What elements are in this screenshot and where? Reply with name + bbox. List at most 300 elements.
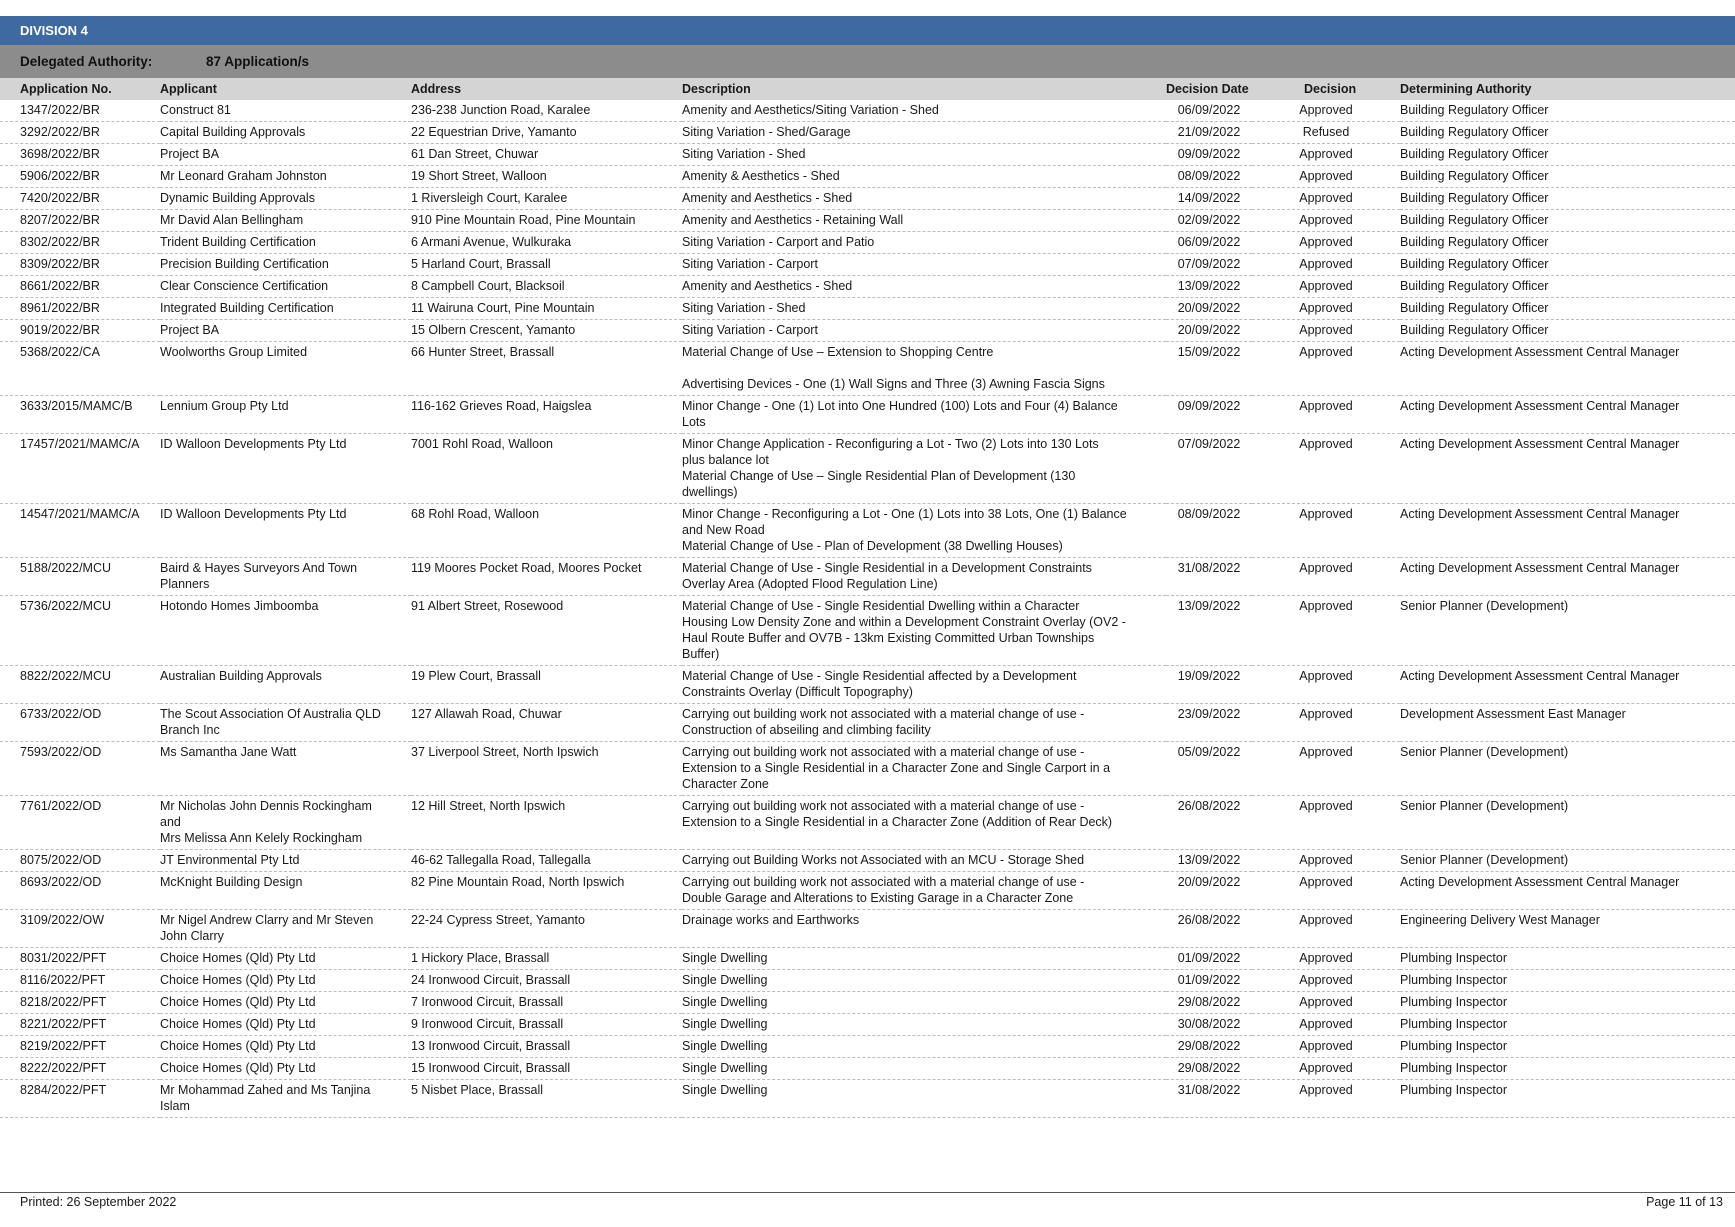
- decision-date: 26/08/2022: [1166, 796, 1252, 850]
- description-cell: [682, 210, 1166, 232]
- description-cell: [682, 232, 1166, 254]
- authority-label: Delegated Authority:: [20, 54, 153, 69]
- determining-authority: Development Assessment East Manager: [1400, 704, 1735, 742]
- application-number: 8116/2022/PFT: [0, 970, 160, 992]
- applicant-cell: [160, 1080, 411, 1118]
- applicant-cell: [160, 558, 411, 596]
- decision-status: Approved: [1252, 254, 1400, 276]
- decision-status: Approved: [1252, 970, 1400, 992]
- decision-status: Approved: [1252, 276, 1400, 298]
- determining-authority: Building Regulatory Officer: [1400, 320, 1735, 342]
- description-line: Single Dwelling: [682, 1083, 768, 1097]
- address-cell: 11 Wairuna Court, Pine Mountain: [411, 298, 682, 320]
- decision-status: Approved: [1252, 666, 1400, 704]
- address-cell: 15 Ironwood Circuit, Brassall: [411, 1058, 682, 1080]
- description-cell: [682, 396, 1166, 434]
- description-cell: [682, 1058, 1166, 1080]
- determining-authority: Building Regulatory Officer: [1400, 100, 1735, 122]
- decision-date: 13/09/2022: [1166, 276, 1252, 298]
- table-row: [0, 596, 1735, 666]
- application-number: 3292/2022/BR: [0, 122, 160, 144]
- description-line: plus balance lot: [682, 453, 769, 467]
- decision-status: Approved: [1252, 320, 1400, 342]
- applicant-line: ID Walloon Developments Pty Ltd: [160, 507, 347, 521]
- applicant-cell: [160, 970, 411, 992]
- decision-date: 14/09/2022: [1166, 188, 1252, 210]
- address-cell: 9 Ironwood Circuit, Brassall: [411, 1014, 682, 1036]
- determining-authority: Acting Development Assessment Central Manager: [1400, 396, 1735, 434]
- application-number: 8693/2022/OD: [0, 872, 160, 910]
- decision-status: Approved: [1252, 1036, 1400, 1058]
- table-row: [0, 1058, 1735, 1080]
- applicant-cell: [160, 742, 411, 796]
- applicant-line: John Clarry: [160, 929, 224, 943]
- table-row: [0, 188, 1735, 210]
- application-number: 8222/2022/PFT: [0, 1058, 160, 1080]
- applicant-cell: [160, 166, 411, 188]
- determining-authority: Engineering Delivery West Manager: [1400, 910, 1735, 948]
- determining-authority: Building Regulatory Officer: [1400, 298, 1735, 320]
- decision-status: Approved: [1252, 1058, 1400, 1080]
- application-number: 8302/2022/BR: [0, 232, 160, 254]
- determining-authority: Building Regulatory Officer: [1400, 188, 1735, 210]
- description-line: Material Change of Use - Single Residential in a Development Constraints: [682, 561, 1092, 575]
- applicant-line: Mr Leonard Graham Johnston: [160, 169, 327, 183]
- decision-date: 23/09/2022: [1166, 704, 1252, 742]
- address-cell: 1 Hickory Place, Brassall: [411, 948, 682, 970]
- address-cell: 13 Ironwood Circuit, Brassall: [411, 1036, 682, 1058]
- applicant-line: Choice Homes (Qld) Pty Ltd: [160, 951, 316, 965]
- applicant-cell: [160, 872, 411, 910]
- description-cell: [682, 166, 1166, 188]
- description-line: Housing Low Density Zone and within a Development Constraint Overlay (OV2 -: [682, 615, 1126, 629]
- applicant-cell: [160, 144, 411, 166]
- description-line: Amenity and Aesthetics - Shed: [682, 279, 853, 293]
- table-row: [0, 276, 1735, 298]
- applicant-line: Mr Nigel Andrew Clarry and Mr Steven: [160, 913, 374, 927]
- description-line: Double Garage and Alterations to Existing Garage in a Character Zone: [682, 891, 1074, 905]
- applicant-cell: [160, 1036, 411, 1058]
- description-line: Siting Variation - Shed: [682, 301, 806, 315]
- table-row: [0, 210, 1735, 232]
- applicant-line: Lennium Group Pty Ltd: [160, 399, 289, 413]
- determining-authority: Building Regulatory Officer: [1400, 232, 1735, 254]
- description-line: Construction of abseiling and climbing facility: [682, 723, 931, 737]
- description-line: Advertising Devices - One (1) Wall Signs and Three (3) Awning Fascia Signs: [682, 377, 1105, 391]
- applicant-line: Construct 81: [160, 103, 231, 117]
- description-cell: [682, 342, 1166, 396]
- description-cell: [682, 188, 1166, 210]
- applicant-line: Mr David Alan Bellingham: [160, 213, 304, 227]
- decision-date: 21/09/2022: [1166, 122, 1252, 144]
- application-number: 7761/2022/OD: [0, 796, 160, 850]
- address-cell: 46-62 Tallegalla Road, Tallegalla: [411, 850, 682, 872]
- application-number: 5368/2022/CA: [0, 342, 160, 396]
- address-cell: 66 Hunter Street, Brassall: [411, 342, 682, 396]
- decision-date: 20/09/2022: [1166, 298, 1252, 320]
- applicant-line: Mr Mohammad Zahed and Ms Tanjina: [160, 1083, 371, 1097]
- col-header-address: Address: [411, 82, 462, 96]
- address-cell: 15 Olbern Crescent, Yamanto: [411, 320, 682, 342]
- decision-status: Approved: [1252, 100, 1400, 122]
- description-line: Minor Change Application - Reconfiguring a Lot - Two (2) Lots into 130 Lots: [682, 437, 1099, 451]
- description-line: Character Zone: [682, 777, 769, 791]
- determining-authority: Plumbing Inspector: [1400, 992, 1735, 1014]
- applications-table-body: [0, 100, 1735, 1118]
- determining-authority: Plumbing Inspector: [1400, 948, 1735, 970]
- decision-date: 13/09/2022: [1166, 596, 1252, 666]
- address-cell: 8 Campbell Court, Blacksoil: [411, 276, 682, 298]
- applicant-line: Choice Homes (Qld) Pty Ltd: [160, 973, 316, 987]
- application-number: 8031/2022/PFT: [0, 948, 160, 970]
- decision-status: Approved: [1252, 992, 1400, 1014]
- description-line: Siting Variation - Carport: [682, 257, 818, 271]
- decision-status: Approved: [1252, 704, 1400, 742]
- decision-date: 29/08/2022: [1166, 992, 1252, 1014]
- description-line: Material Change of Use - Plan of Development (38 Dwelling Houses): [682, 539, 1063, 553]
- description-cell: [682, 100, 1166, 122]
- decision-status: Approved: [1252, 166, 1400, 188]
- col-header-decision-date: Decision Date: [1166, 82, 1249, 96]
- applicant-line: and: [160, 815, 181, 829]
- table-row: [0, 1036, 1735, 1058]
- description-cell: [682, 970, 1166, 992]
- decision-status: Approved: [1252, 872, 1400, 910]
- description-line: Overlay Area (Adopted Flood Regulation Line): [682, 577, 938, 591]
- applicant-line: Hotondo Homes Jimboomba: [160, 599, 319, 613]
- application-number: 8661/2022/BR: [0, 276, 160, 298]
- determining-authority: Building Regulatory Officer: [1400, 144, 1735, 166]
- application-number: 5906/2022/BR: [0, 166, 160, 188]
- applicant-cell: [160, 396, 411, 434]
- determining-authority: Building Regulatory Officer: [1400, 122, 1735, 144]
- description-cell: [682, 1014, 1166, 1036]
- applicant-line: ID Walloon Developments Pty Ltd: [160, 437, 347, 451]
- decision-date: 07/09/2022: [1166, 434, 1252, 504]
- determining-authority: Senior Planner (Development): [1400, 742, 1735, 796]
- applicant-cell: [160, 504, 411, 558]
- address-cell: 61 Dan Street, Chuwar: [411, 144, 682, 166]
- decision-date: 13/09/2022: [1166, 850, 1252, 872]
- address-cell: 68 Rohl Road, Walloon: [411, 504, 682, 558]
- determining-authority: Plumbing Inspector: [1400, 1058, 1735, 1080]
- determining-authority: Acting Development Assessment Central Manager: [1400, 558, 1735, 596]
- description-line: Siting Variation - Shed: [682, 147, 806, 161]
- applicant-cell: [160, 596, 411, 666]
- application-number: 8961/2022/BR: [0, 298, 160, 320]
- applicant-cell: [160, 232, 411, 254]
- description-line: Amenity and Aesthetics - Shed: [682, 191, 853, 205]
- table-row: [0, 342, 1735, 396]
- application-count: 87 Application/s: [206, 54, 310, 69]
- description-line: Single Dwelling: [682, 973, 768, 987]
- division-header: [0, 16, 1735, 45]
- decision-date: 07/09/2022: [1166, 254, 1252, 276]
- application-number: 5736/2022/MCU: [0, 596, 160, 666]
- col-header-authority: Determining Authority: [1400, 82, 1532, 96]
- description-cell: [682, 276, 1166, 298]
- decision-status: Approved: [1252, 434, 1400, 504]
- address-cell: 12 Hill Street, North Ipswich: [411, 796, 682, 850]
- determining-authority: Senior Planner (Development): [1400, 596, 1735, 666]
- table-row: [0, 320, 1735, 342]
- decision-status: Approved: [1252, 342, 1400, 396]
- decision-status: Approved: [1252, 796, 1400, 850]
- description-cell: [682, 992, 1166, 1014]
- decision-date: 29/08/2022: [1166, 1036, 1252, 1058]
- determining-authority: Building Regulatory Officer: [1400, 210, 1735, 232]
- decision-status: Refused: [1252, 122, 1400, 144]
- address-cell: 5 Nisbet Place, Brassall: [411, 1080, 682, 1118]
- description-cell: [682, 1080, 1166, 1118]
- determining-authority: Acting Development Assessment Central Manager: [1400, 504, 1735, 558]
- description-line: Single Dwelling: [682, 1017, 768, 1031]
- decision-date: 09/09/2022: [1166, 396, 1252, 434]
- application-number: 9019/2022/BR: [0, 320, 160, 342]
- applicant-line: Baird & Hayes Surveyors And Town: [160, 561, 358, 575]
- determining-authority: Building Regulatory Officer: [1400, 276, 1735, 298]
- address-cell: 37 Liverpool Street, North Ipswich: [411, 742, 682, 796]
- description-cell: [682, 558, 1166, 596]
- table-row: [0, 850, 1735, 872]
- authority-summary-bar: [0, 45, 1735, 78]
- application-number: 8822/2022/MCU: [0, 666, 160, 704]
- application-number: 3698/2022/BR: [0, 144, 160, 166]
- applicant-line: Dynamic Building Approvals: [160, 191, 315, 205]
- application-number: 8309/2022/BR: [0, 254, 160, 276]
- decision-date: 01/09/2022: [1166, 948, 1252, 970]
- applicant-cell: [160, 1058, 411, 1080]
- address-cell: 127 Allawah Road, Chuwar: [411, 704, 682, 742]
- description-cell: [682, 742, 1166, 796]
- applicant-line: Capital Building Approvals: [160, 125, 306, 139]
- description-cell: [682, 254, 1166, 276]
- applicant-line: Trident Building Certification: [160, 235, 316, 249]
- division-title: DIVISION 4: [20, 23, 88, 38]
- col-header-decision: Decision: [1304, 82, 1357, 96]
- description-line: Siting Variation - Shed/Garage: [682, 125, 851, 139]
- decision-date: 06/09/2022: [1166, 232, 1252, 254]
- decision-date: 06/09/2022: [1166, 100, 1252, 122]
- applicant-line: JT Environmental Pty Ltd: [160, 853, 300, 867]
- table-row: [0, 396, 1735, 434]
- description-line: Carrying out building work not associated with a material change of use -: [682, 745, 1085, 759]
- printed-date: Printed: 26 September 2022: [20, 1195, 177, 1209]
- decision-date: 30/08/2022: [1166, 1014, 1252, 1036]
- application-number: 14547/2021/MAMC/A: [0, 504, 160, 558]
- description-line: Extension to a Single Residential in a Character Zone (Addition of Rear Deck): [682, 815, 1113, 829]
- address-cell: 6 Armani Avenue, Wulkuraka: [411, 232, 682, 254]
- determining-authority: Acting Development Assessment Central Manager: [1400, 872, 1735, 910]
- applicant-cell: [160, 1014, 411, 1036]
- decision-status: Approved: [1252, 188, 1400, 210]
- applicant-line: Choice Homes (Qld) Pty Ltd: [160, 1039, 316, 1053]
- address-cell: 19 Short Street, Walloon: [411, 166, 682, 188]
- description-line: Carrying out building work not associated with a material change of use -: [682, 707, 1085, 721]
- description-line: Extension to a Single Residential in a Character Zone and Single Carport in a: [682, 761, 1111, 775]
- description-cell: [682, 796, 1166, 850]
- address-cell: 22-24 Cypress Street, Yamanto: [411, 910, 682, 948]
- col-header-description: Description: [682, 82, 751, 96]
- determining-authority: Senior Planner (Development): [1400, 850, 1735, 872]
- table-row: [0, 100, 1735, 122]
- determining-authority: Plumbing Inspector: [1400, 1080, 1735, 1118]
- applicant-cell: [160, 298, 411, 320]
- description-line: Carrying out building work not associated with a material change of use -: [682, 799, 1085, 813]
- description-line: Siting Variation - Carport and Patio: [682, 235, 875, 249]
- application-number: 7420/2022/BR: [0, 188, 160, 210]
- table-row: [0, 1080, 1735, 1118]
- applicant-line: Choice Homes (Qld) Pty Ltd: [160, 995, 316, 1009]
- application-number: 1347/2022/BR: [0, 100, 160, 122]
- description-cell: [682, 1036, 1166, 1058]
- description-line: [682, 360, 1166, 376]
- determining-authority: Building Regulatory Officer: [1400, 254, 1735, 276]
- description-line: Haul Route Buffer and OV7B - 13km Existing Committed Urban Townships: [682, 631, 1095, 645]
- footer-divider: [0, 1192, 1735, 1193]
- decision-status: Approved: [1252, 948, 1400, 970]
- applicant-cell: [160, 210, 411, 232]
- table-row: [0, 232, 1735, 254]
- description-cell: [682, 298, 1166, 320]
- address-cell: 5 Harland Court, Brassall: [411, 254, 682, 276]
- applicant-cell: [160, 704, 411, 742]
- table-row: [0, 742, 1735, 796]
- description-line: Single Dwelling: [682, 995, 768, 1009]
- decision-status: Approved: [1252, 742, 1400, 796]
- decision-status: Approved: [1252, 910, 1400, 948]
- address-cell: 1 Riversleigh Court, Karalee: [411, 188, 682, 210]
- decision-date: 08/09/2022: [1166, 166, 1252, 188]
- applicant-cell: [160, 276, 411, 298]
- table-row: [0, 910, 1735, 948]
- description-cell: [682, 704, 1166, 742]
- table-row: [0, 558, 1735, 596]
- table-row: [0, 704, 1735, 742]
- description-cell: [682, 850, 1166, 872]
- application-number: 8219/2022/PFT: [0, 1036, 160, 1058]
- address-cell: 24 Ironwood Circuit, Brassall: [411, 970, 682, 992]
- application-number: 7593/2022/OD: [0, 742, 160, 796]
- description-line: Material Change of Use - Single Residential Dwelling within a Character: [682, 599, 1080, 613]
- table-row: [0, 970, 1735, 992]
- decision-status: Approved: [1252, 596, 1400, 666]
- applicant-line: Branch Inc: [160, 723, 220, 737]
- decision-date: 08/09/2022: [1166, 504, 1252, 558]
- applicant-cell: [160, 320, 411, 342]
- applicant-cell: [160, 122, 411, 144]
- decision-status: Approved: [1252, 504, 1400, 558]
- applicant-line: Clear Conscience Certification: [160, 279, 329, 293]
- decision-status: Approved: [1252, 558, 1400, 596]
- table-row: [0, 298, 1735, 320]
- address-cell: 22 Equestrian Drive, Yamanto: [411, 122, 682, 144]
- applicant-line: Precision Building Certification: [160, 257, 329, 271]
- description-line: Minor Change - Reconfiguring a Lot - One (1) Lots into 38 Lots, One (1) Balance: [682, 507, 1127, 521]
- applications-table: [0, 100, 1735, 1118]
- description-line: Lots: [682, 415, 706, 429]
- determining-authority: Acting Development Assessment Central Manager: [1400, 434, 1735, 504]
- description-line: Material Change of Use – Extension to Shopping Centre: [682, 345, 994, 359]
- application-number: 5188/2022/MCU: [0, 558, 160, 596]
- decision-date: 20/09/2022: [1166, 872, 1252, 910]
- description-cell: [682, 596, 1166, 666]
- col-header-applicant: Applicant: [160, 82, 217, 96]
- applicant-cell: [160, 666, 411, 704]
- decision-status: Approved: [1252, 1014, 1400, 1036]
- table-row: [0, 796, 1735, 850]
- description-line: Material Change of Use – Single Residential Plan of Development (130: [682, 469, 1076, 483]
- applicant-line: Woolworths Group Limited: [160, 345, 308, 359]
- description-cell: [682, 144, 1166, 166]
- determining-authority: Plumbing Inspector: [1400, 970, 1735, 992]
- decision-date: 31/08/2022: [1166, 1080, 1252, 1118]
- description-line: Drainage works and Earthworks: [682, 913, 860, 927]
- applicant-cell: [160, 910, 411, 948]
- description-line: Siting Variation - Carport: [682, 323, 818, 337]
- description-line: Carrying out building work not associated with a material change of use -: [682, 875, 1085, 889]
- table-row: [0, 948, 1735, 970]
- applicant-line: Project BA: [160, 323, 220, 337]
- table-row: [0, 504, 1735, 558]
- description-cell: [682, 434, 1166, 504]
- description-line: Carrying out Building Works not Associated with an MCU - Storage Shed: [682, 853, 1085, 867]
- description-cell: [682, 910, 1166, 948]
- description-cell: [682, 948, 1166, 970]
- address-cell: 119 Moores Pocket Road, Moores Pocket: [411, 558, 682, 596]
- application-number: 8075/2022/OD: [0, 850, 160, 872]
- determining-authority: Acting Development Assessment Central Manager: [1400, 666, 1735, 704]
- decision-date: 09/09/2022: [1166, 144, 1252, 166]
- decision-status: Approved: [1252, 298, 1400, 320]
- applicant-line: Mr Nicholas John Dennis Rockingham: [160, 799, 372, 813]
- applicant-line: Choice Homes (Qld) Pty Ltd: [160, 1017, 316, 1031]
- description-line: Material Change of Use - Single Residential affected by a Development: [682, 669, 1077, 683]
- description-line: Amenity & Aesthetics - Shed: [682, 169, 840, 183]
- table-row: [0, 666, 1735, 704]
- application-number: 6733/2022/OD: [0, 704, 160, 742]
- description-line: Minor Change - One (1) Lot into One Hundred (100) Lots and Four (4) Balance: [682, 399, 1118, 413]
- decision-status: Approved: [1252, 1080, 1400, 1118]
- applicant-line: Choice Homes (Qld) Pty Ltd: [160, 1061, 316, 1075]
- address-cell: 236-238 Junction Road, Karalee: [411, 100, 682, 122]
- determining-authority: Acting Development Assessment Central Manager: [1400, 342, 1735, 396]
- address-cell: 82 Pine Mountain Road, North Ipswich: [411, 872, 682, 910]
- address-cell: 7001 Rohl Road, Walloon: [411, 434, 682, 504]
- description-line: dwellings): [682, 485, 738, 499]
- address-cell: 116-162 Grieves Road, Haigslea: [411, 396, 682, 434]
- page-number: Page 11 of 13: [1646, 1195, 1723, 1209]
- applicant-line: Mrs Melissa Ann Kelely Rockingham: [160, 831, 363, 845]
- applicant-line: The Scout Association Of Australia QLD: [160, 707, 381, 721]
- description-cell: [682, 872, 1166, 910]
- decision-status: Approved: [1252, 144, 1400, 166]
- applicant-cell: [160, 188, 411, 210]
- decision-date: 19/09/2022: [1166, 666, 1252, 704]
- applicant-line: Project BA: [160, 147, 220, 161]
- application-number: 3633/2015/MAMC/B: [0, 396, 160, 434]
- decision-date: 31/08/2022: [1166, 558, 1252, 596]
- description-line: Single Dwelling: [682, 951, 768, 965]
- determining-authority: Senior Planner (Development): [1400, 796, 1735, 850]
- applicant-cell: [160, 948, 411, 970]
- applicant-cell: [160, 796, 411, 850]
- description-line: and New Road: [682, 523, 765, 537]
- decision-status: Approved: [1252, 210, 1400, 232]
- applicant-cell: [160, 850, 411, 872]
- description-line: Single Dwelling: [682, 1061, 768, 1075]
- applicant-line: Islam: [160, 1099, 190, 1113]
